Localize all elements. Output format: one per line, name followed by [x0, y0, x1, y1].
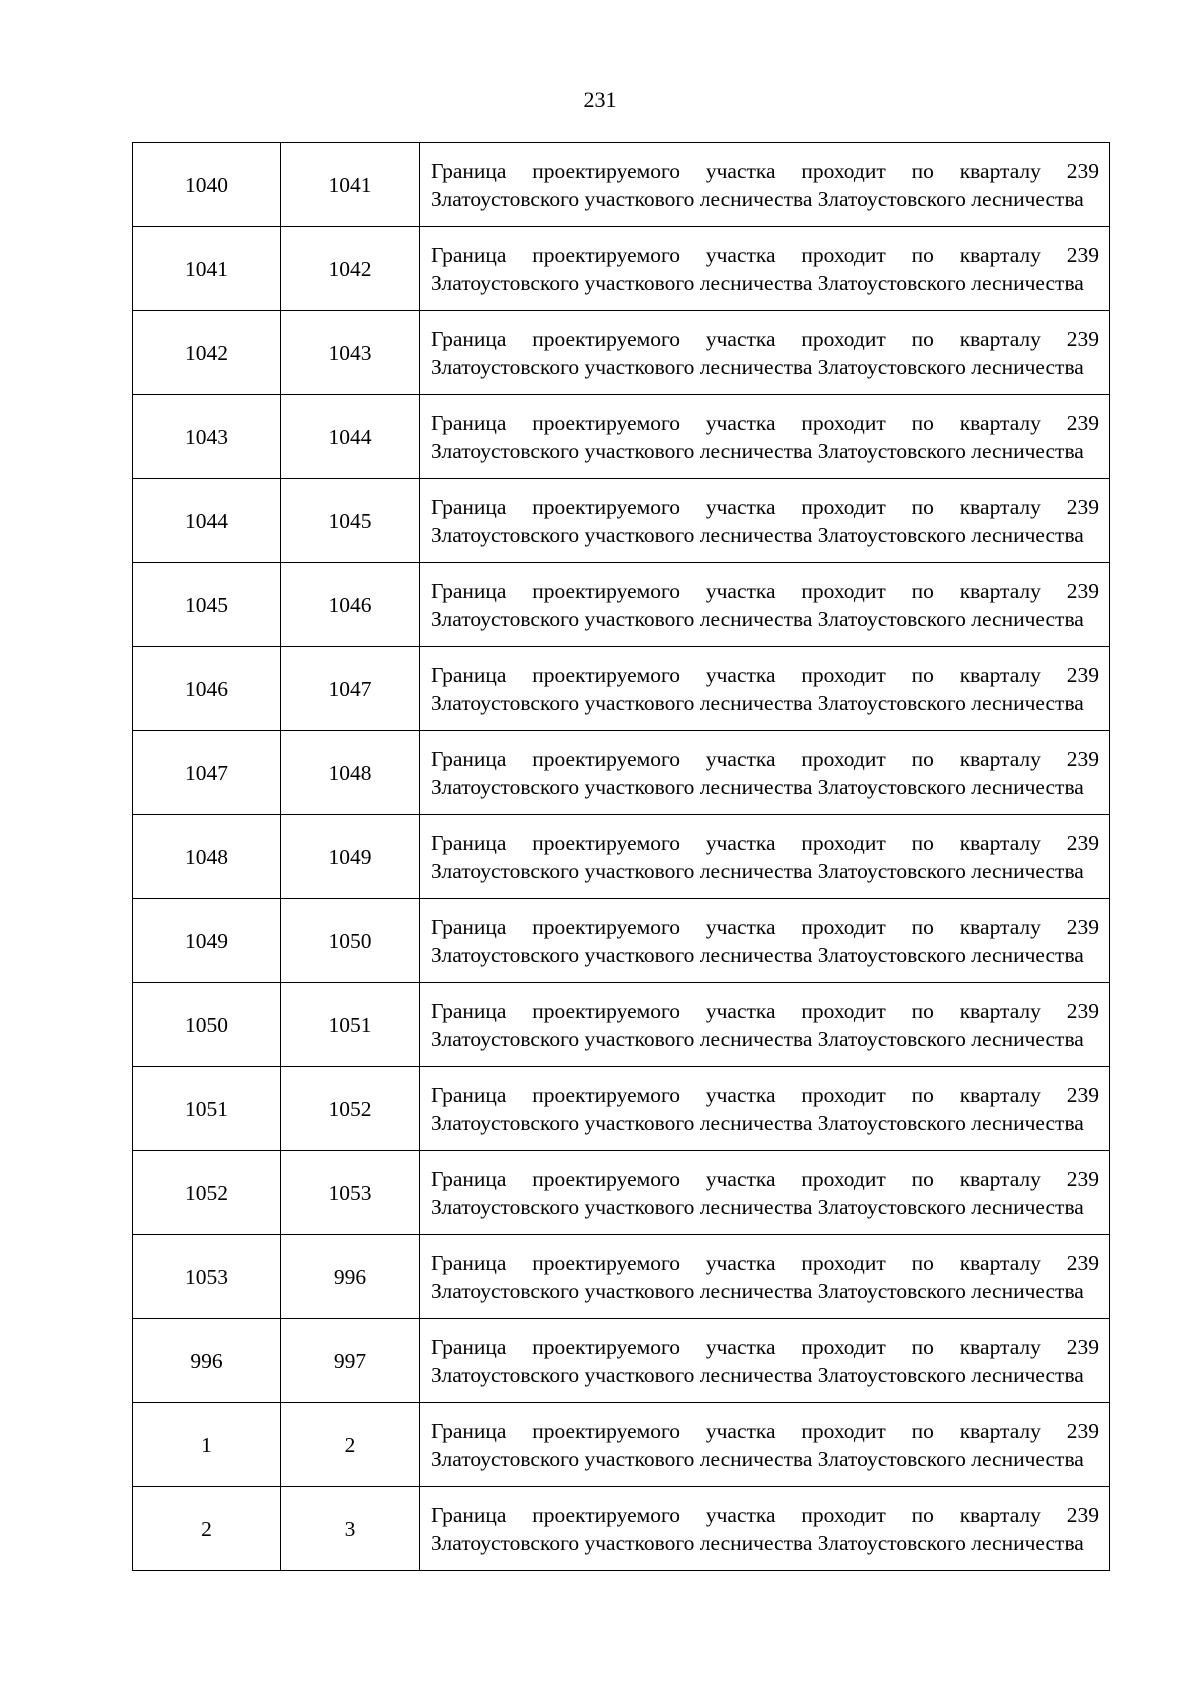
table-row [133, 1403, 1110, 1487]
point-to-cell: 1043 [281, 311, 420, 395]
boundary-description-cell: Граница проектируемого участка проходит по кварталу 239 Златоустовского участкового лесничества Златоустовского лесничества [420, 227, 1110, 311]
boundary-description-cell: Граница проектируемого участка проходит по кварталу 239 Златоустовского участкового лесничества Златоустовского лесничества [420, 1151, 1110, 1235]
table-row [133, 311, 1110, 395]
point-to-cell: 3 [281, 1487, 420, 1571]
point-from-cell: 1 [133, 1403, 281, 1487]
point-from-cell: 1046 [133, 647, 281, 731]
boundary-description-cell: Граница проектируемого участка проходит по кварталу 239 Златоустовского участкового лесничества Златоустовского лесничества [420, 731, 1110, 815]
table-row [133, 1319, 1110, 1403]
boundary-description-cell: Граница проектируемого участка проходит по кварталу 239 Златоустовского участкового лесничества Златоустовского лесничества [420, 143, 1110, 227]
point-from-cell: 1049 [133, 899, 281, 983]
table-row [133, 647, 1110, 731]
boundary-description-cell: Граница проектируемого участка проходит по кварталу 239 Златоустовского участкового лесничества Златоустовского лесничества [420, 815, 1110, 899]
point-to-cell: 1049 [281, 815, 420, 899]
table-row [133, 479, 1110, 563]
boundary-description-cell: Граница проектируемого участка проходит по кварталу 239 Златоустовского участкового лесничества Златоустовского лесничества [420, 983, 1110, 1067]
point-from-cell: 1041 [133, 227, 281, 311]
boundary-description-cell: Граница проектируемого участка проходит по кварталу 239 Златоустовского участкового лесничества Златоустовского лесничества [420, 563, 1110, 647]
table-row [133, 1487, 1110, 1571]
boundary-description-cell: Граница проектируемого участка проходит по кварталу 239 Златоустовского участкового лесничества Златоустовского лесничества [420, 1487, 1110, 1571]
point-to-cell: 1052 [281, 1067, 420, 1151]
table-row [133, 143, 1110, 227]
table-row [133, 1235, 1110, 1319]
point-from-cell: 1047 [133, 731, 281, 815]
boundary-description-cell: Граница проектируемого участка проходит по кварталу 239 Златоустовского участкового лесничества Златоустовского лесничества [420, 899, 1110, 983]
page-number: 231 [583, 87, 617, 112]
point-to-cell: 1053 [281, 1151, 420, 1235]
point-to-cell: 1047 [281, 647, 420, 731]
point-from-cell: 1045 [133, 563, 281, 647]
point-from-cell: 2 [133, 1487, 281, 1571]
point-to-cell: 1051 [281, 983, 420, 1067]
boundary-description-cell: Граница проектируемого участка проходит по кварталу 239 Златоустовского участкового лесничества Златоустовского лесничества [420, 1319, 1110, 1403]
table-row [133, 563, 1110, 647]
boundary-description-cell: Граница проектируемого участка проходит по кварталу 239 Златоустовского участкового лесничества Златоустовского лесничества [420, 647, 1110, 731]
table-row [133, 899, 1110, 983]
point-to-cell: 996 [281, 1235, 420, 1319]
point-to-cell: 1046 [281, 563, 420, 647]
point-to-cell: 2 [281, 1403, 420, 1487]
point-to-cell: 1045 [281, 479, 420, 563]
boundary-description-cell: Граница проектируемого участка проходит по кварталу 239 Златоустовского участкового лесничества Златоустовского лесничества [420, 479, 1110, 563]
point-to-cell: 1041 [281, 143, 420, 227]
point-from-cell: 1042 [133, 311, 281, 395]
point-from-cell: 1040 [133, 143, 281, 227]
point-from-cell: 1043 [133, 395, 281, 479]
boundary-description-cell: Граница проектируемого участка проходит по кварталу 239 Златоустовского участкового лесничества Златоустовского лесничества [420, 1403, 1110, 1487]
table-row [133, 815, 1110, 899]
boundary-description-cell: Граница проектируемого участка проходит по кварталу 239 Златоустовского участкового лесничества Златоустовского лесничества [420, 1235, 1110, 1319]
point-from-cell: 1048 [133, 815, 281, 899]
table-row [133, 227, 1110, 311]
table-row [133, 983, 1110, 1067]
point-from-cell: 1051 [133, 1067, 281, 1151]
point-to-cell: 1042 [281, 227, 420, 311]
point-to-cell: 1048 [281, 731, 420, 815]
point-from-cell: 1053 [133, 1235, 281, 1319]
table-row [133, 395, 1110, 479]
boundary-description-cell: Граница проектируемого участка проходит по кварталу 239 Златоустовского участкового лесничества Златоустовского лесничества [420, 1067, 1110, 1151]
point-from-cell: 1052 [133, 1151, 281, 1235]
point-to-cell: 1044 [281, 395, 420, 479]
table-row [133, 1067, 1110, 1151]
boundary-description-cell: Граница проектируемого участка проходит по кварталу 239 Златоустовского участкового лесничества Златоустовского лесничества [420, 395, 1110, 479]
point-to-cell: 997 [281, 1319, 420, 1403]
point-to-cell: 1050 [281, 899, 420, 983]
boundary-table [132, 142, 1110, 1571]
table-row [133, 731, 1110, 815]
boundary-description-cell: Граница проектируемого участка проходит по кварталу 239 Златоустовского участкового лесничества Златоустовского лесничества [420, 311, 1110, 395]
point-from-cell: 996 [133, 1319, 281, 1403]
table-body [133, 143, 1110, 1571]
table-row [133, 1151, 1110, 1235]
point-from-cell: 1050 [133, 983, 281, 1067]
point-from-cell: 1044 [133, 479, 281, 563]
